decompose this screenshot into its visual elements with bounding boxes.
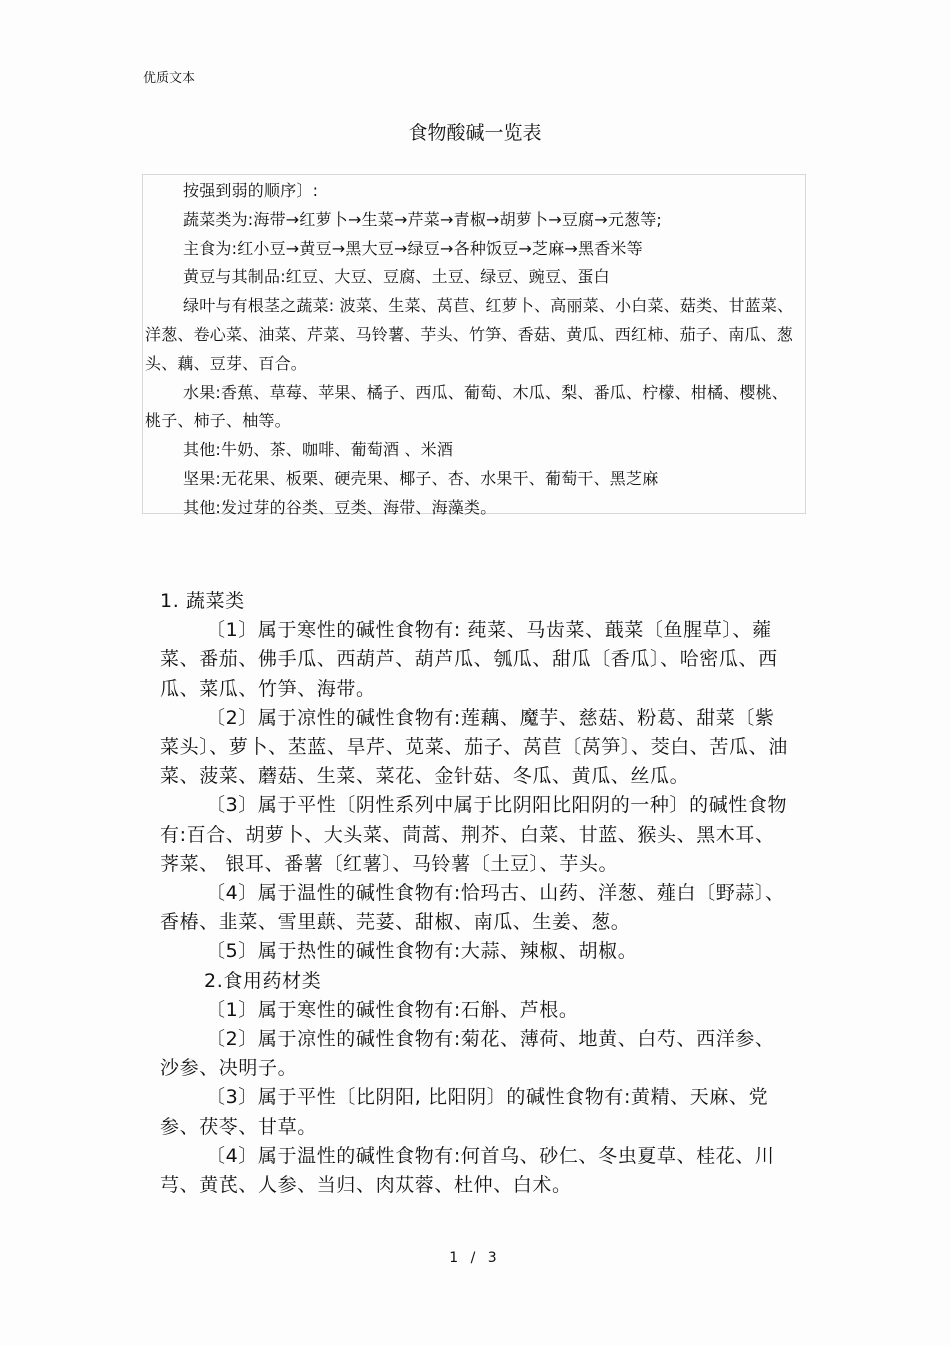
summary-box [142,174,806,517]
paragraph: 〔3〕属于平性〔阴性系列中属于比阴阳比阳阴的一种〕的碱性食物有:百合、胡萝卜、大头菜、茼蒿、荆芥、白菜、甘蓝、猴头、黑木耳、荠菜、 银耳、番薯〔红薯〕、马铃薯〔土豆〕、芋头。 [160,794,788,875]
main-body [160,587,790,1200]
paragraph: 〔4〕属于温性的碱性食物有:恰玛古、山药、洋葱、薤白〔野蒜〕、香椿、韭菜、雪里蕻、芫荽、甜椒、南瓜、生姜、葱。 [160,882,785,934]
section-heading: 2.食用药材类 [204,969,322,992]
summary-line: 黄豆与其制品:红豆、大豆、豆腐、土豆、绿豆、豌豆、蛋白 [183,267,610,287]
summary-line: 其他:发过芽的谷类、豆类、海带、海藻类。 [183,497,497,517]
page-number: 1 / 3 [449,1250,501,1266]
paragraph: 〔1〕属于寒性的碱性食物有: 莼菜、马齿菜、蕺菜〔鱼腥草〕、蕹菜、番茄、佛手瓜、西葫芦、葫芦瓜、瓠瓜、甜瓜〔香瓜〕、哈密瓜、西瓜、菜瓜、竹笋、海带。 [160,619,778,700]
summary-line: 水果:香蕉、草莓、苹果、橘子、西瓜、葡萄、木瓜、梨、番瓜、柠檬、柑橘、樱桃、桃子、柿子、柚等。 [145,382,788,431]
summary-line: 其他:牛奶、茶、咖啡、葡萄酒 、米酒 [183,440,454,460]
document-title: 食物酸碱一览表 [408,122,542,144]
paragraph: 〔3〕属于平性〔比阴阳, 比阳阴〕的碱性食物有:黄精、天麻、党参、茯苓、甘草。 [160,1086,769,1138]
summary-line: 坚果:无花果、板栗、硬壳果、椰子、杏、水果干、葡萄干、黑芝麻 [183,468,659,488]
paragraph: 〔2〕属于凉性的碱性食物有:莲藕、魔芋、慈菇、粉葛、甜菜〔紫菜头〕、萝卜、苤蓝、旱芹、苋菜、茄子、莴苣〔莴笋〕、茭白、苦瓜、油菜、菠菜、蘑菇、生菜、菜花、金针菇、冬瓜、黄瓜、丝瓜。 [160,706,788,788]
summary-line: 蔬菜类为:海带→红萝卜→生菜→芹菜→青椒→胡萝卜→豆腐→元葱等; [183,209,663,229]
paragraph: 〔5〕属于热性的碱性食物有:大蒜、辣椒、胡椒。 [206,940,638,963]
summary-line: 绿叶与有根茎之蔬菜: 波菜、生菜、莴苣、红萝卜、高丽菜、小白菜、菇类、甘蓝菜、洋葱、卷心菜、油菜、芹菜、马铃薯、芋头、竹笋、香菇、黄瓜、西红柿、茄子、南瓜、葱头、藕、豆芽、百合。 [145,296,794,373]
summary-line: 主食为:红小豆→黄豆→黑大豆→绿豆→各种饭豆→芝麻→黑香米等 [183,238,643,258]
summary-line: 按强到弱的顺序〕: [183,181,319,200]
section-heading: 1. 蔬菜类 [160,590,245,612]
header-note: 优质文本 [143,71,196,86]
paragraph: 〔1〕属于寒性的碱性食物有:石斛、芦根。 [206,998,579,1021]
paragraph: 〔2〕属于凉性的碱性食物有:菊花、薄荷、地黄、白芍、西洋参、沙参、决明子。 [160,1028,775,1080]
paragraph: 〔4〕属于温性的碱性食物有:何首乌、砂仁、冬虫夏草、桂花、川芎、黄芪、人参、当归、肉苁蓉、杜仲、白术。 [160,1144,775,1197]
